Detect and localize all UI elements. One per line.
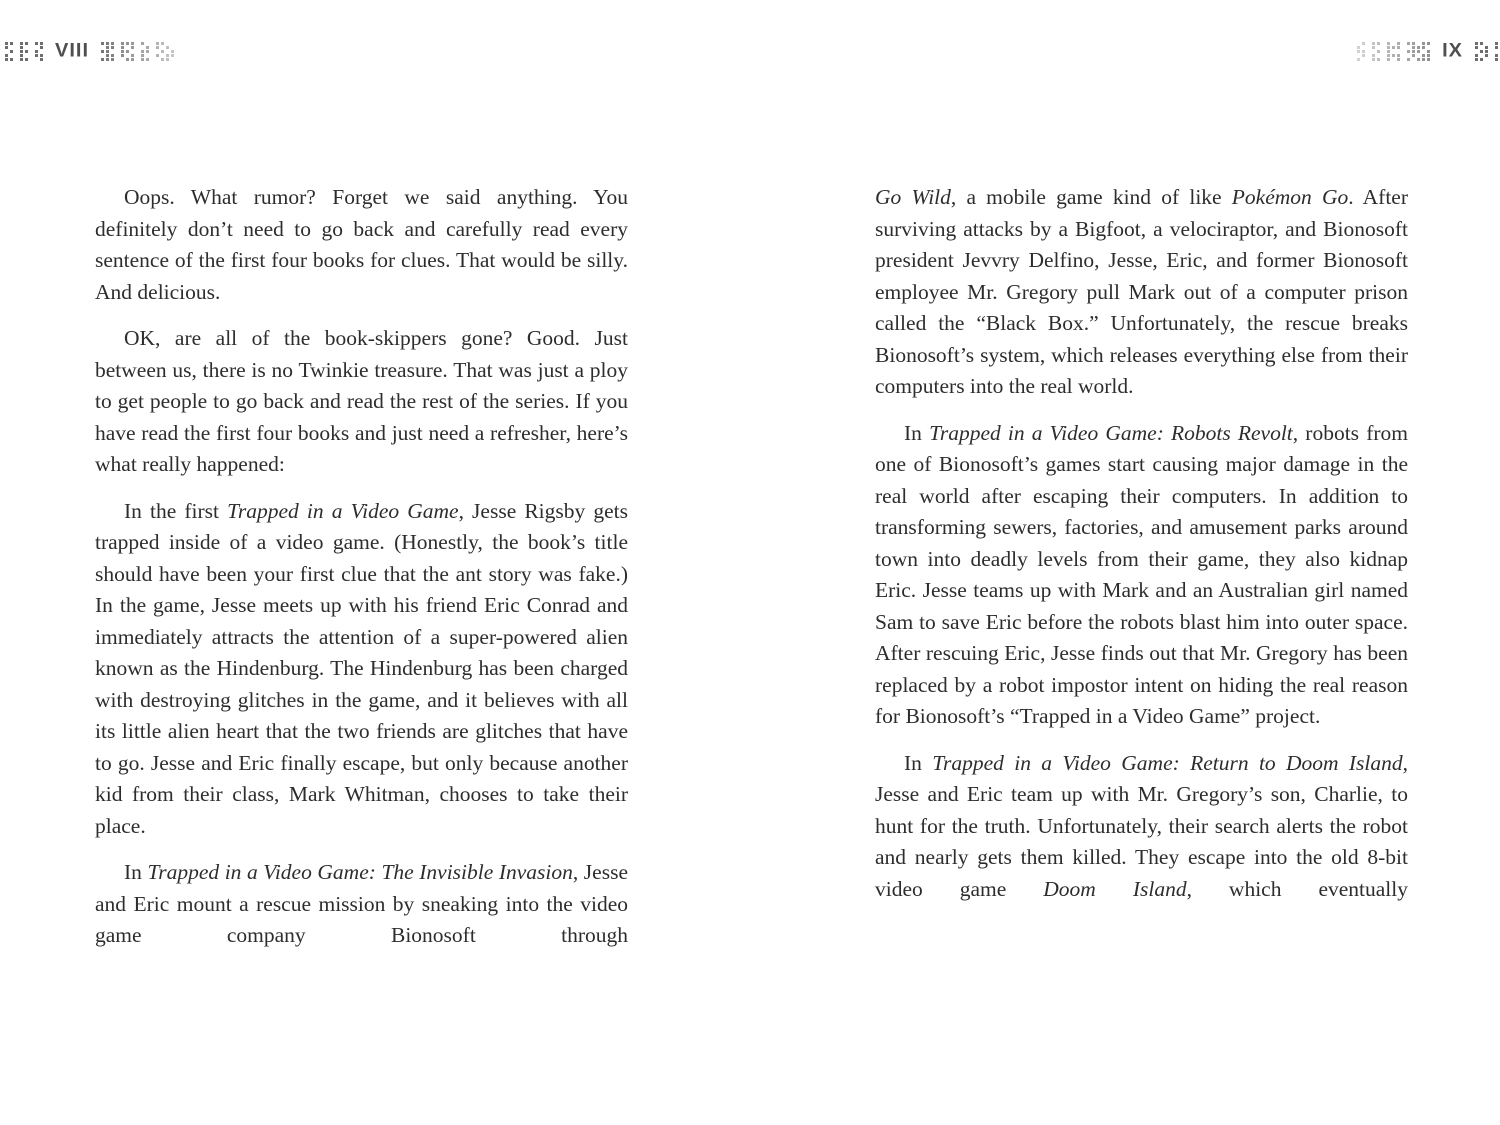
paragraph — [95, 323, 628, 481]
paragraph — [875, 182, 1408, 403]
body-text: In the first — [124, 498, 228, 523]
body-text: In — [124, 860, 148, 884]
body-text: , which eventually — [1186, 876, 1409, 901]
body-text: OK, are all of the book-skippers gone? Good. Just between us, there is no Twinkie treasure. That was just a ploy to get people to go back and read the rest of the series. If you have read the first four books and just need a refresher, here’s what really happened: — [95, 326, 628, 476]
body-text: In — [904, 750, 933, 775]
book-title-text: Trapped in a Video Game: Robots Revolt — [929, 420, 1293, 445]
body-text: , Jesse Rigsby gets trapped inside of a video game. (Honestly, the book’s title should have been your first clue that the ant story was fake.) In the game, Jesse meets up with his friend Eric Conrad and immediately attracts the attention of a super-powered alien known as the Hindenburg. The Hindenburg has been charged with destroying glitches in the game, and it believes with all its little alien heart that the two friends are glitches that have to go. Jesse and Eric finally escape, but only because another kid from their class, Mark Whitman, chooses to take their place. — [95, 498, 629, 838]
book-title-text: Pokémon Go — [1231, 185, 1349, 209]
book-title-text: Trapped in a Video Game — [227, 498, 459, 523]
paragraph — [875, 418, 1408, 733]
running-head-left — [5, 40, 174, 62]
body-text: In — [904, 420, 930, 445]
body-text: , robots from one of Bionosoft’s games start causing major damage in the real world after escaping their computers. In addition to transforming sewers, factories, and amusement parks around town into deadly levels from their game, they also kidnap Eric. Jesse teams up with Mark and an Australian girl named Sam to save Eric before the robots blast him into outer space. After rescuing Eric, Jesse finds out that Mr. Gregory has been replaced by a robot impostor intent on hiding the real reason for Bionosoft’s “Trapped in a Video Game” project. — [875, 420, 1408, 728]
glitch-pattern-icon — [101, 42, 174, 61]
paragraph — [95, 496, 628, 843]
glitch-pattern-icon — [1357, 42, 1430, 61]
right-page-text — [875, 182, 1408, 920]
body-text: . After surviving attacks by a Bigfoot, a velociraptor, and Bionosoft president Jevvry Delfino, Jesse, Eric, and former Bionosoft employee Mr. Gregory pull Mark out of a computer prison called the “Black Box.” Unfortunately, the rescue breaks Bionosoft’s system, which releases everything else from their computers into the real world. — [875, 185, 1408, 398]
body-text: , a mobile game kind of like — [950, 185, 1232, 209]
glitch-pattern-icon — [1475, 42, 1500, 61]
paragraph — [875, 748, 1408, 906]
glitch-pattern-icon — [5, 42, 43, 61]
page-number-right: IX — [1442, 40, 1463, 62]
left-page-text — [95, 182, 628, 967]
running-head-right — [1357, 40, 1500, 62]
paragraph — [95, 182, 628, 308]
body-text: , Jesse and Eric mount a rescue mission by sneaking into the video game company Bionosoft through — [95, 860, 628, 947]
book-title-text: Trapped in a Video Game: Return to Doom Island — [932, 750, 1403, 775]
body-text: , Jesse and Eric team up with Mr. Gregory’s son, Charlie, to hunt for the truth. Unfortunately, their search alerts the robot and nearly gets them killed. They escape into the old 8-bit video game — [875, 750, 1408, 901]
body-text: Oops. What rumor? Forget we said anything. You definitely don’t need to go back and carefully read every sentence of the first four books for clues. That would be silly. And delicious. — [95, 185, 628, 304]
book-title-text: Trapped in a Video Game: The Invisible Invasion — [147, 860, 573, 884]
book-title-text: Doom Island — [1043, 876, 1187, 901]
page-number-left: VIII — [55, 40, 90, 62]
book-title-text: Go Wild — [875, 185, 951, 209]
paragraph — [95, 857, 628, 952]
